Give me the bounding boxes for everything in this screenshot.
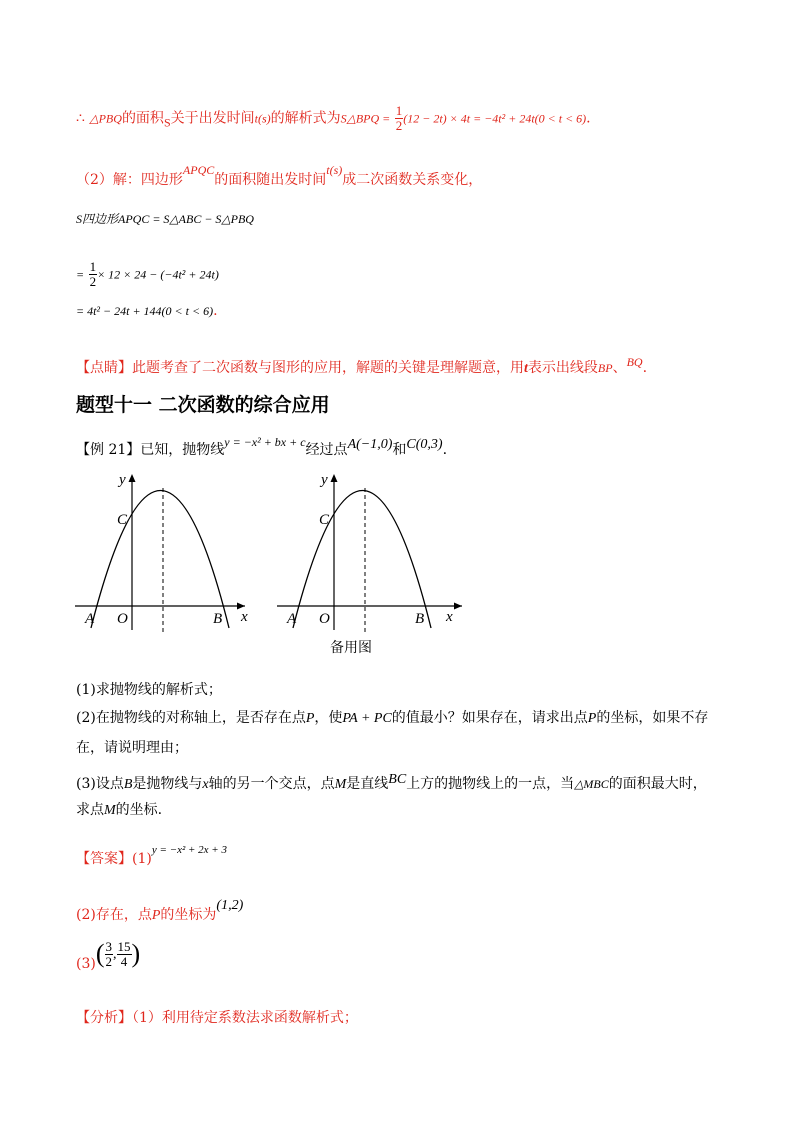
text: 是抛物线与 xyxy=(132,776,203,792)
period: . xyxy=(642,360,648,376)
right-paren: ) xyxy=(131,939,141,968)
example-line xyxy=(76,432,447,460)
separator: 、 xyxy=(612,360,627,376)
answer-3-label: (3) xyxy=(76,956,96,972)
area-formula: S四边形APQC = S△ABC − S△PBQ xyxy=(76,212,254,226)
formula-rhs: (12 − 2t) × 4t = −4t² + 24t(0 < t < 6) xyxy=(403,111,587,126)
b-label: B xyxy=(213,611,223,627)
frac-num: 15 xyxy=(117,938,131,954)
a-label: A xyxy=(85,611,95,627)
point-m: M xyxy=(104,803,116,818)
text: （2）解：四边形 xyxy=(76,172,183,188)
text: (2)在抛物线的对称轴上，是否存在点 xyxy=(76,710,306,726)
text: 的面积随出发时间 xyxy=(214,172,327,188)
point-c: C(0,3) xyxy=(406,437,443,452)
text: 上方的抛物线上的一点，当 xyxy=(406,776,575,792)
answer-1-formula: y = −x² + 2x + 3 xyxy=(151,844,227,856)
o-label: O xyxy=(319,611,330,627)
text: 关于出发时间 xyxy=(170,110,255,127)
formula-area xyxy=(76,209,254,229)
x-label: x xyxy=(241,609,248,625)
left-paren: ( xyxy=(95,939,105,968)
text: （1）利用待定系数法求函数解析式； xyxy=(132,1010,358,1026)
question-1 xyxy=(76,680,222,700)
parabola-figures xyxy=(70,470,490,636)
answer-2-point: (1,2) xyxy=(216,898,244,913)
answer-3-point xyxy=(95,938,141,969)
section-heading: 题型十一 二次函数的综合应用 xyxy=(76,394,330,416)
formula-lhs: S△BPQ = xyxy=(340,111,391,126)
fraction-half xyxy=(395,104,404,133)
t-symbol: t(s) xyxy=(326,163,343,177)
t-symbol: t(s) xyxy=(254,111,271,126)
text: 在，请说明理由； xyxy=(76,740,188,756)
text: 经过点 xyxy=(305,442,348,458)
text: 表示出线段 xyxy=(527,360,598,376)
analysis-label: 【分析】 xyxy=(76,1010,132,1026)
frac-den: 4 xyxy=(120,953,128,969)
formula-rest: × 12 × 24 − (−4t² + 24t) xyxy=(97,267,219,282)
s-symbol: S xyxy=(163,115,171,130)
solution-line-1 xyxy=(76,104,591,133)
c-label: C xyxy=(319,512,330,528)
question-2-cont xyxy=(76,738,188,758)
triangle-mbc: △MBC xyxy=(574,777,609,791)
period: . xyxy=(442,442,448,458)
text: 成二次函数关系变化， xyxy=(342,172,483,188)
triangle-pbq: △PBQ xyxy=(89,111,122,126)
o-label: O xyxy=(117,611,128,627)
solution-line-2 xyxy=(76,160,482,190)
parabola-figure-1 xyxy=(75,472,248,632)
frac-den: 2 xyxy=(105,953,113,969)
y-label: y xyxy=(321,472,328,488)
frac-den: 2 xyxy=(395,118,403,133)
text: ，使 xyxy=(314,710,343,726)
segment-bp: BP xyxy=(597,361,613,375)
t-symbol: t xyxy=(524,361,528,376)
text: 的解析式为 xyxy=(270,110,341,127)
fraction-half xyxy=(89,260,98,289)
period: . xyxy=(213,303,218,319)
c-label: C xyxy=(117,512,128,528)
answer-2 xyxy=(76,896,243,926)
frac-num: 1 xyxy=(395,103,403,118)
answer-3-x xyxy=(105,940,114,969)
line-bc: BC xyxy=(388,772,407,787)
text: 是直线 xyxy=(346,776,389,792)
figure-svg xyxy=(70,470,490,632)
text: 求点 xyxy=(76,802,104,818)
text: (1)求抛物线的解析式； xyxy=(76,682,222,698)
pa-plus-pc: PA + PC xyxy=(342,711,392,726)
frac-num: 1 xyxy=(89,259,97,274)
answer-1 xyxy=(76,840,227,869)
comment-label: 【点睛】 xyxy=(76,360,132,376)
formula-step-1 xyxy=(76,260,219,289)
point-p: P xyxy=(305,711,315,726)
question-3 xyxy=(76,770,707,795)
comment-line xyxy=(76,352,647,379)
period: . xyxy=(586,110,591,127)
question-3-cont xyxy=(76,800,162,821)
text: 的坐标. xyxy=(115,802,163,818)
x-axis-arrow xyxy=(454,603,462,610)
text: 的面积 xyxy=(121,110,164,127)
parabola-equation: y = −x² + bx + c xyxy=(224,435,306,449)
y-axis-arrow xyxy=(331,474,338,482)
text: 此题考查了二次函数与图形的应用，解题的关键是理解题意，用 xyxy=(132,360,524,376)
x-var: x xyxy=(202,777,209,792)
text: 的坐标为 xyxy=(160,907,217,923)
b-label: B xyxy=(415,611,425,627)
equals: = xyxy=(76,267,85,282)
formula-step-2 xyxy=(76,301,218,321)
analysis-line xyxy=(76,1008,358,1028)
text: 轴的另一个交点，点 xyxy=(208,776,335,792)
question-2 xyxy=(76,708,708,729)
parabola-figure-2 xyxy=(277,472,462,632)
comma: , xyxy=(113,947,117,962)
text: 的值最小？如果存在，请求出点 xyxy=(391,710,588,726)
segment-bq: BQ xyxy=(626,355,643,369)
point-b: B xyxy=(123,777,133,792)
point-m: M xyxy=(334,777,347,792)
text: 和 xyxy=(392,442,407,458)
point-p: P xyxy=(587,711,597,726)
parabola-curve xyxy=(293,491,431,629)
text: 的面积最大时， xyxy=(608,776,707,792)
frac-num: 3 xyxy=(105,938,113,954)
a-label: A xyxy=(287,611,297,627)
figure-caption: 备用图 xyxy=(330,640,372,656)
text: (3)设点 xyxy=(76,776,124,792)
example-label: 【例 21】已知，抛物线 xyxy=(76,442,225,458)
parabola-curve xyxy=(91,491,229,629)
point-p: P xyxy=(151,908,161,923)
y-axis-arrow xyxy=(129,474,136,482)
y-label: y xyxy=(119,472,126,488)
frac-den: 2 xyxy=(89,274,97,289)
text: 的坐标，如果不存 xyxy=(596,710,709,726)
point-a: A(−1,0) xyxy=(347,437,393,452)
x-label: x xyxy=(446,609,453,625)
answer-label: 【答案】(1) xyxy=(76,851,152,867)
answer-3 xyxy=(76,936,140,982)
therefore-symbol: ∴ xyxy=(76,110,85,127)
quad-apqc: APQC xyxy=(182,163,215,177)
formula-result: = 4t² − 24t + 144(0 < t < 6) xyxy=(76,304,214,318)
text: (2)存在，点 xyxy=(76,907,152,923)
answer-3-y xyxy=(117,940,132,969)
